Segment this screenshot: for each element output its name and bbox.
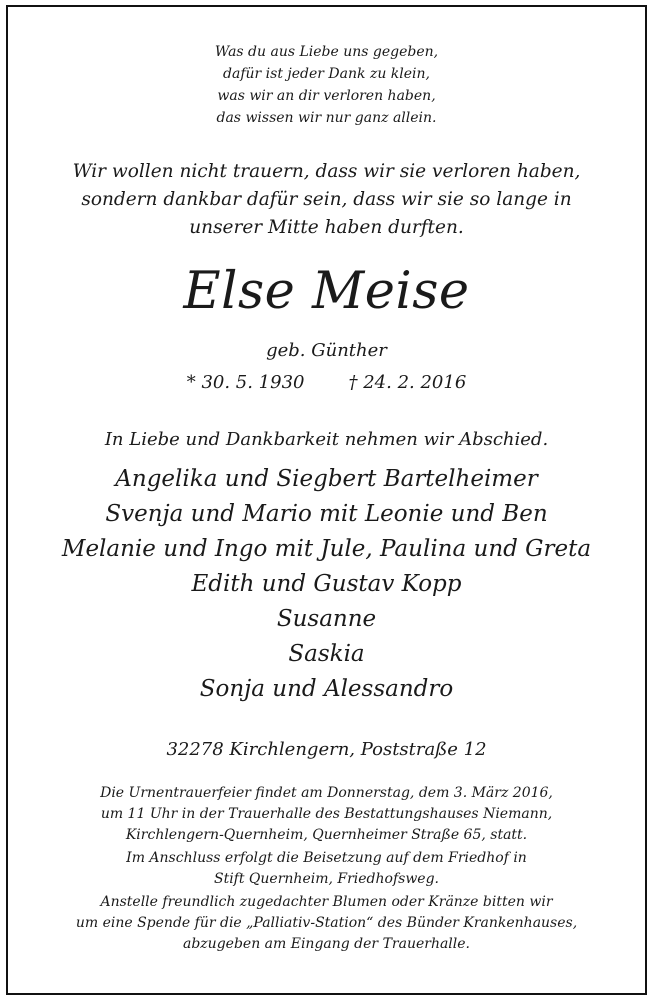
farewell-text: In Liebe und Dankbarkeit nehmen wir Abschied. <box>104 429 549 450</box>
burial-paragraph <box>8 848 645 890</box>
mourner-entry: Saskia <box>288 641 365 667</box>
poem-line: das wissen wir nur ganz allein. <box>216 110 437 126</box>
notice-line: Anstelle freundlich zugedachter Blumen oder Kränze bitten wir <box>100 894 553 910</box>
poem-line: was wir an dir verloren haben, <box>217 88 436 104</box>
notice-line: Stift Quernheim, Friedhofsweg. <box>213 871 440 887</box>
notice-line: Im Anschluss erfolgt die Beisetzung auf dem Friedhof in <box>126 850 527 866</box>
notice-line: Kirchlengern-Quernheim, Quernheimer Straße 65, statt. <box>125 827 528 843</box>
mourner-entry: Angelika und Siegbert Bartelheimer <box>115 466 538 492</box>
memorial-poem <box>8 41 645 129</box>
notice-line: um eine Spende für die „Palliativ-Station“ des Bünder Krankenhauses, <box>75 915 578 931</box>
mourner-entry: Susanne <box>276 606 377 632</box>
notice-line: Die Urnentrauerfeier findet am Donnerstag, dem 3. März 2016, <box>100 785 553 801</box>
obituary-frame <box>6 5 647 995</box>
family-address: 32278 Kirchlengern, Poststraße 12 <box>166 739 487 760</box>
mourner-entry: Svenja und Mario mit Leonie und Ben <box>105 501 548 527</box>
donation-paragraph <box>8 892 645 955</box>
quote-line: unserer Mitte haben durften. <box>189 217 464 238</box>
quote-line: sondern dankbar dafür sein, dass wir sie so lange in <box>81 189 572 210</box>
death-date: † 24. 2. 2016 <box>348 372 467 393</box>
mourner-entry: Sonja und Alessandro <box>199 676 454 702</box>
birth-date: * 30. 5. 1930 <box>186 372 305 393</box>
quote-line: Wir wollen nicht trauern, dass wir sie verloren haben, <box>72 161 581 182</box>
notice-line: um 11 Uhr in der Trauerhalle des Bestattungshauses Niemann, <box>100 806 553 822</box>
funeral-notice <box>8 783 645 955</box>
memorial-quote <box>8 158 645 242</box>
mourner-entry: Edith und Gustav Kopp <box>191 571 462 597</box>
notice-line: abzugeben am Eingang der Trauerhalle. <box>183 936 470 952</box>
ceremony-paragraph <box>8 783 645 846</box>
poem-line: Was du aus Liebe uns gegeben, <box>214 44 439 60</box>
maiden-name: geb. Günther <box>266 340 387 361</box>
deceased-name: Else Meise <box>183 262 470 321</box>
poem-line: dafür ist jeder Dank zu klein, <box>223 66 430 82</box>
mourners-list <box>8 462 645 707</box>
life-dates <box>8 369 645 397</box>
mourner-entry: Melanie und Ingo mit Jule, Paulina und Greta <box>61 536 592 562</box>
